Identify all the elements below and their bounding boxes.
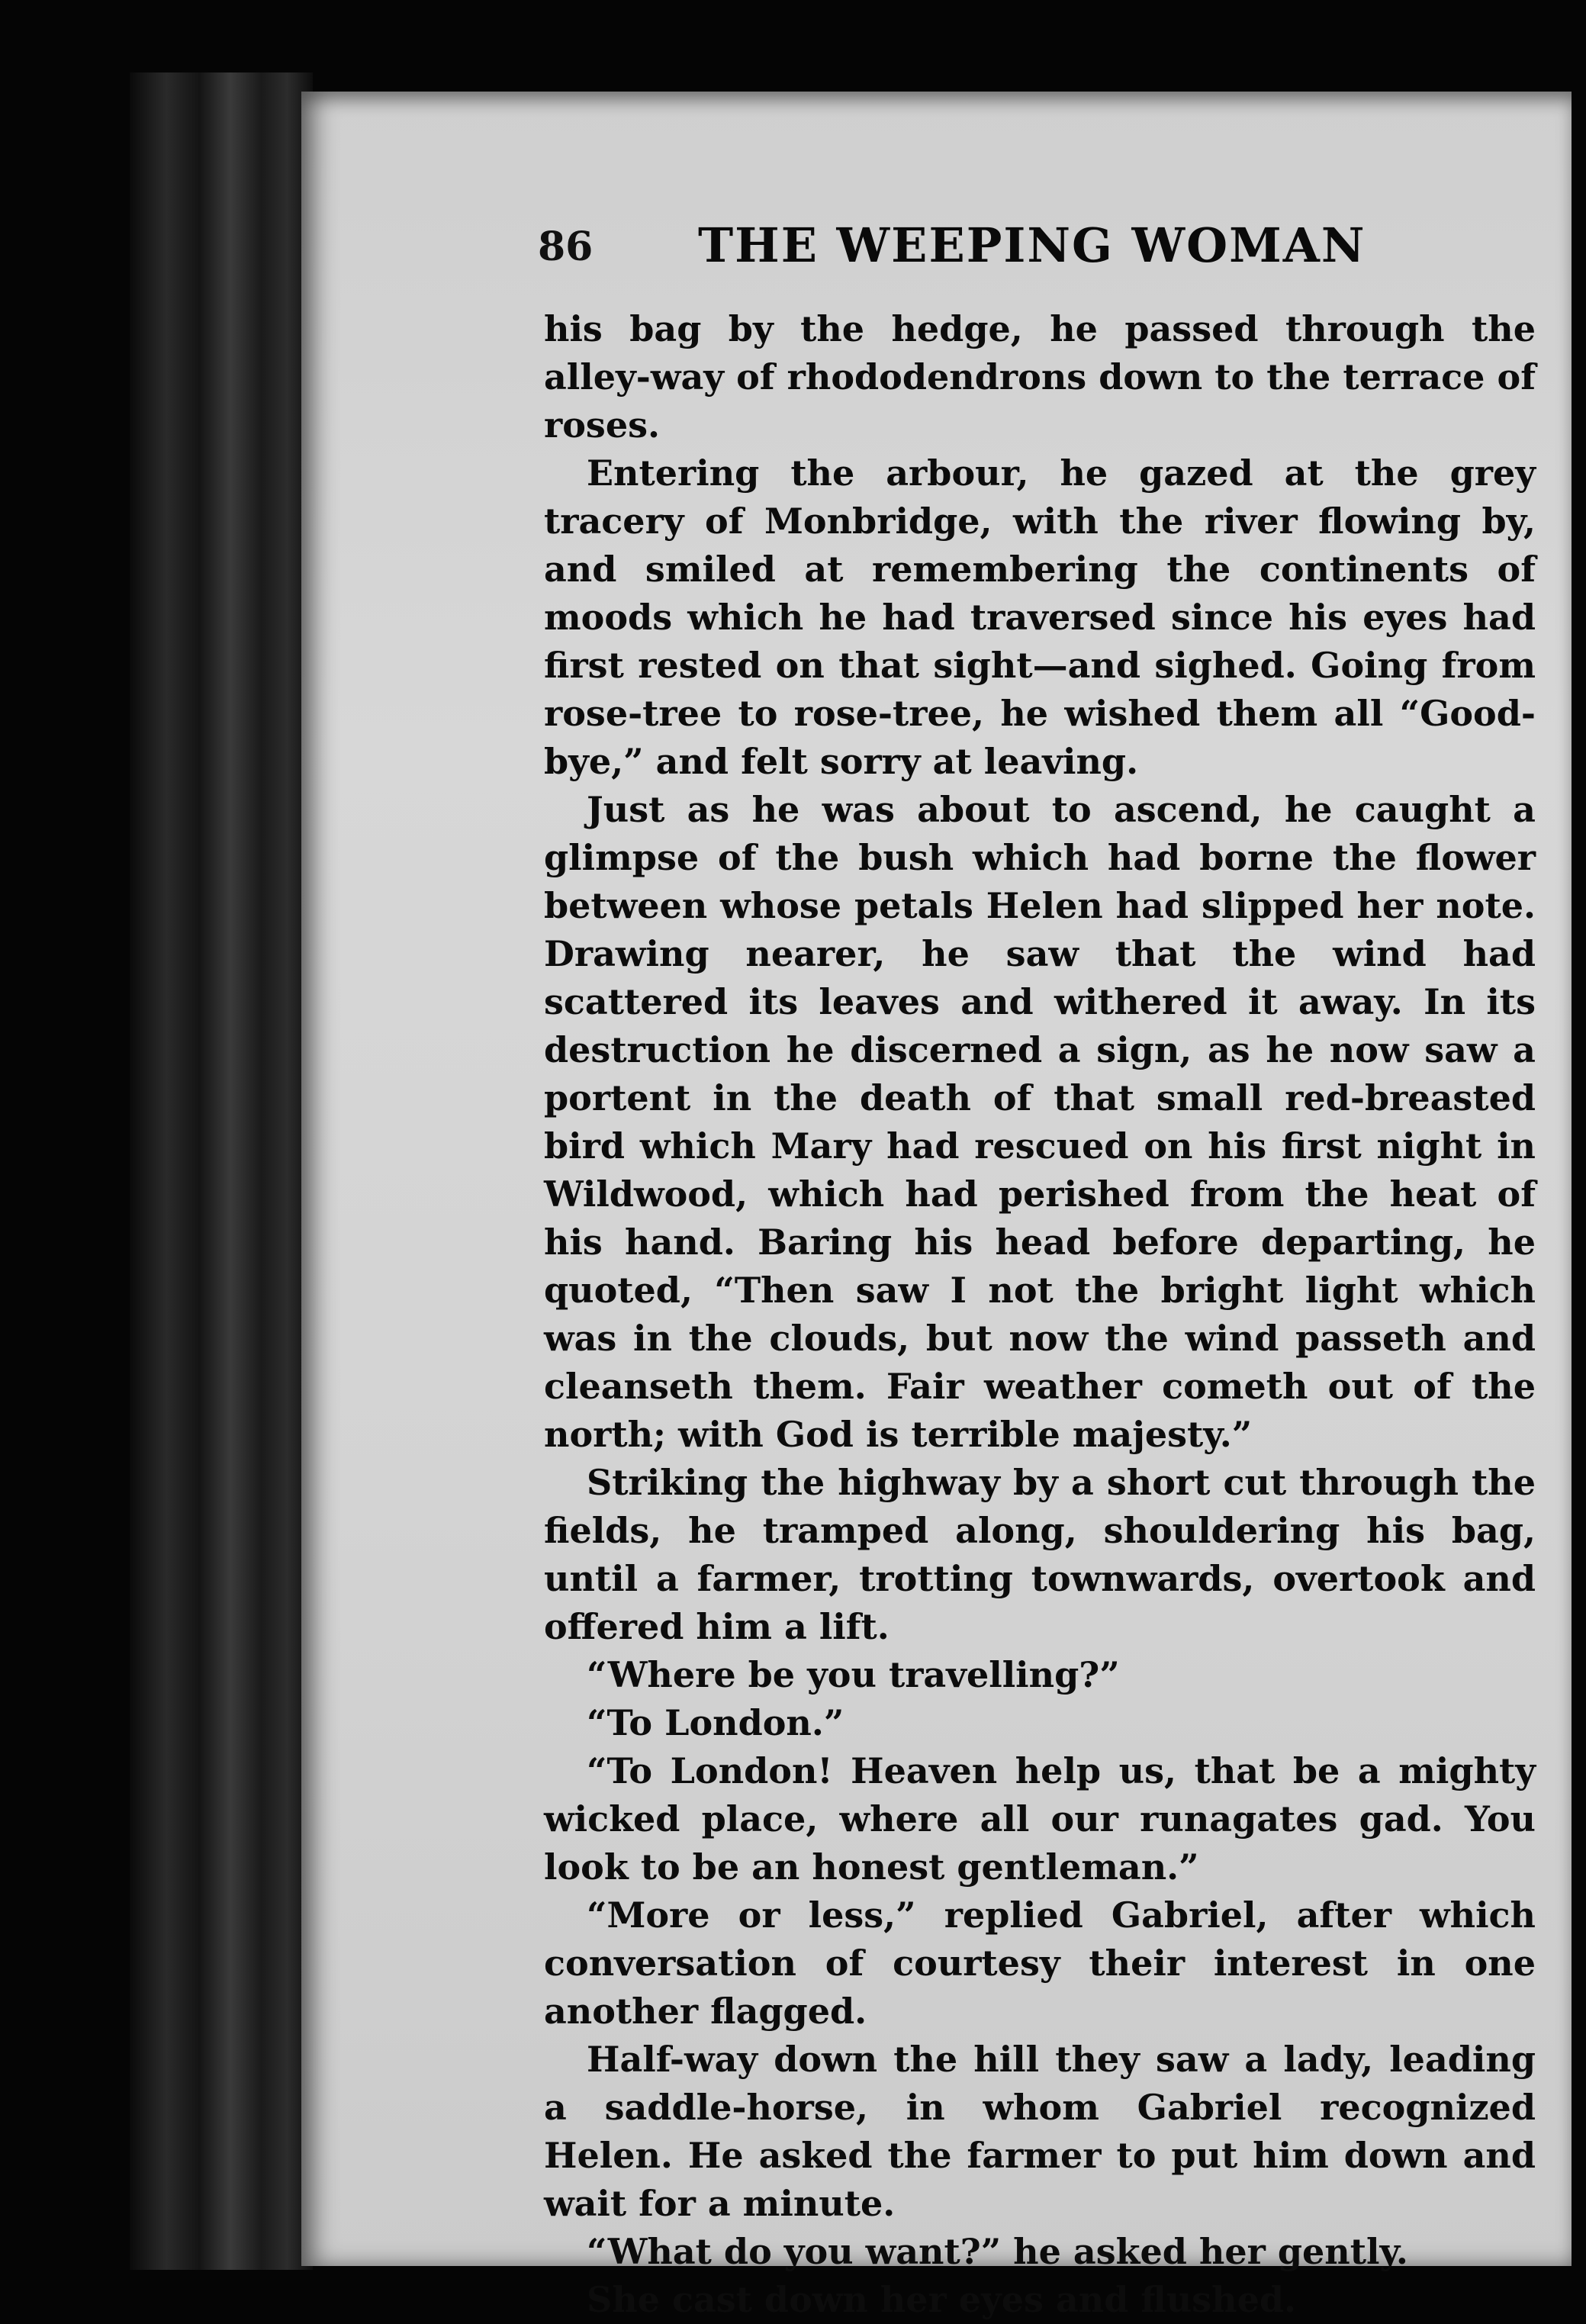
page-header <box>538 210 1522 278</box>
paragraph: “To London.” <box>587 1702 844 1743</box>
book-page <box>301 92 1572 2320</box>
page-number: 86 <box>538 224 594 270</box>
body-text <box>544 305 1536 2324</box>
paragraph: “More or less,” replied Gabriel, after which conversation of courtesy their interest in one another flagged. <box>544 1894 1536 2032</box>
paragraph: She cast down her eyes and flushed. <box>587 2279 1297 2320</box>
running-head: THE WEEPING WOMAN <box>698 217 1366 273</box>
paragraph: “To London! Heaven help us, that be a mighty wicked place, where all our runagates gad. You look to be an honest gentleman.” <box>544 1750 1536 1888</box>
paragraph: Entering the arbour, he gazed at the grey tracery of Monbridge, with the river flowing by, and smiled at remembering the continents of moods which he had traversed since his eyes had first rested on that sight—and sighed. Going from rose-tree to rose-tree, he wished them all “Good-bye,” and felt sorry at leaving. <box>544 452 1536 782</box>
paragraph: “Where be you travelling?” <box>587 1654 1120 1695</box>
paragraph: “What do you want?” he asked her gently. <box>587 2231 1408 2272</box>
book-page-edges <box>130 72 313 2270</box>
paragraph: his bag by the hedge, he passed through the alley-way of rhododendrons down to the terrace of roses. <box>544 308 1536 446</box>
paragraph: Striking the highway by a short cut through the fields, he tramped along, shouldering his bag, until a farmer, trotting townwards, overtook and offered him a lift. <box>544 1462 1536 1647</box>
paragraph: Just as he was about to ascend, he caught a glimpse of the bush which had borne the flower between whose petals Helen had slipped her note. Drawing nearer, he saw that the wind had scattered its leaves and withered it away. In its destruction he discerned a sign, as he now saw a portent in the death of that small red-breasted bird which Mary had rescued on his first night in Wildwood, which had perished from the heat of his hand. Baring his head before departing, he quoted, “Then saw I not the bright light which was in the clouds, but now the wind passeth and cleanseth them. Fair weather cometh out of the north; with God is terrible majesty.” <box>544 789 1536 1455</box>
paragraph: Half-way down the hill they saw a lady, leading a saddle-horse, in whom Gabriel recognized Helen. He asked the farmer to put him down and wait for a minute. <box>544 2039 1536 2224</box>
